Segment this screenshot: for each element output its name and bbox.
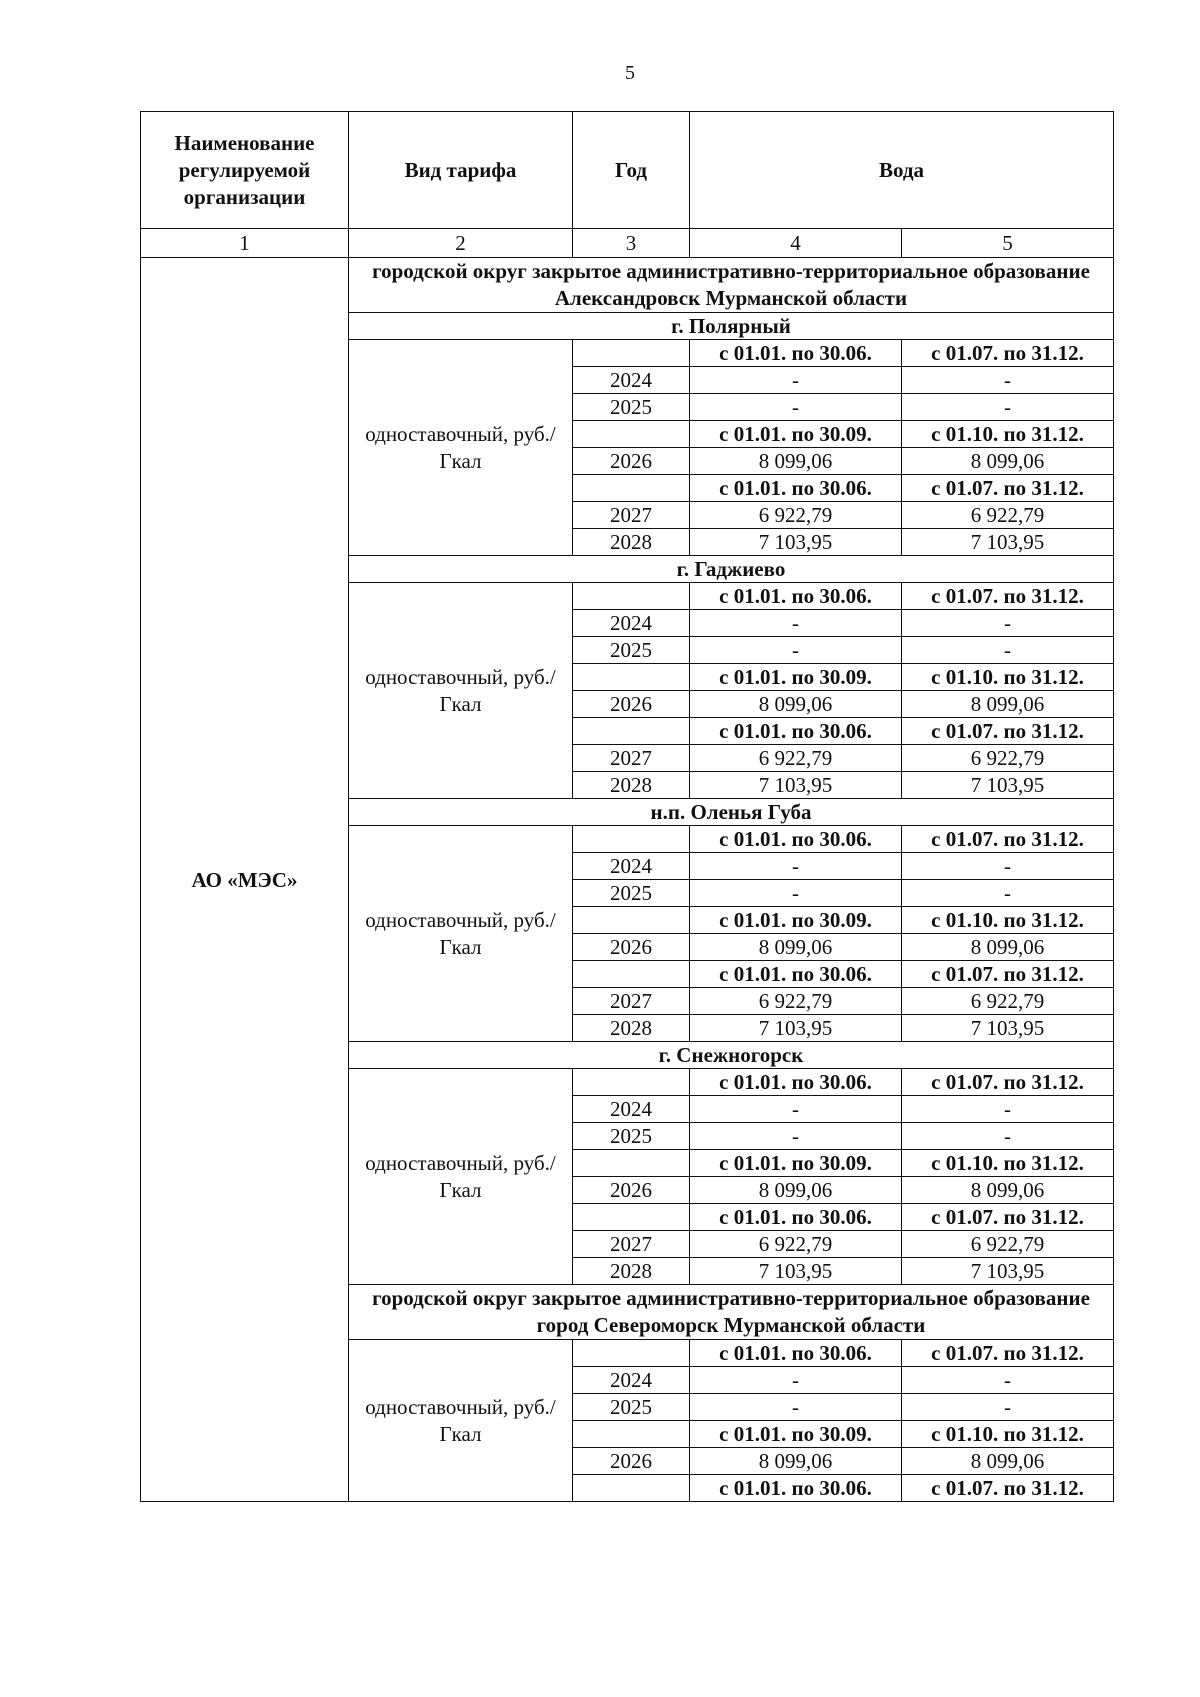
period-header: с 01.07. по 31.12.	[902, 340, 1114, 367]
header-year: Год	[573, 112, 690, 229]
year-cell-empty	[573, 340, 690, 367]
value-cell: -	[690, 853, 902, 880]
location-name: н.п. Оленья Губа	[349, 799, 1114, 826]
period-header: с 01.01. по 30.06.	[690, 1340, 902, 1367]
year-cell: 2027	[573, 745, 690, 772]
value-cell: 8 099,06	[902, 1448, 1114, 1475]
year-cell: 2025	[573, 394, 690, 421]
column-number: 5	[902, 229, 1114, 258]
value-cell: 6 922,79	[690, 988, 902, 1015]
period-header: с 01.10. по 31.12.	[902, 664, 1114, 691]
header-water: Вода	[690, 112, 1114, 229]
year-cell: 2026	[573, 1177, 690, 1204]
value-cell: 7 103,95	[690, 772, 902, 799]
value-cell: -	[690, 1394, 902, 1421]
tariff-type-cell: одноставочный, руб./Гкал	[349, 826, 573, 1042]
header-tariff-type: Вид тарифа	[349, 112, 573, 229]
value-cell: 8 099,06	[690, 691, 902, 718]
period-header: с 01.07. по 31.12.	[902, 583, 1114, 610]
page-number: 5	[625, 62, 635, 84]
year-cell: 2024	[573, 1096, 690, 1123]
period-header: с 01.10. по 31.12.	[902, 907, 1114, 934]
value-cell: 8 099,06	[902, 1177, 1114, 1204]
column-number: 2	[349, 229, 573, 258]
year-cell: 2028	[573, 772, 690, 799]
tariff-type-cell: одноставочный, руб./Гкал	[349, 340, 573, 556]
year-cell-empty	[573, 1475, 690, 1502]
period-header: с 01.01. по 30.06.	[690, 961, 902, 988]
year-cell-empty	[573, 1340, 690, 1367]
value-cell: -	[902, 1367, 1114, 1394]
period-header: с 01.07. по 31.12.	[902, 1069, 1114, 1096]
year-cell-empty	[573, 907, 690, 934]
value-cell: -	[902, 880, 1114, 907]
year-cell: 2025	[573, 637, 690, 664]
location-name: г. Снежногорск	[349, 1042, 1114, 1069]
year-cell: 2024	[573, 367, 690, 394]
tariff-type-cell: одноставочный, руб./Гкал	[349, 1069, 573, 1285]
value-cell: -	[902, 394, 1114, 421]
period-header: с 01.01. по 30.09.	[690, 907, 902, 934]
location-name: г. Полярный	[349, 313, 1114, 340]
year-cell: 2028	[573, 1015, 690, 1042]
tariff-table	[140, 111, 1114, 1502]
period-header: с 01.01. по 30.06.	[690, 718, 902, 745]
year-cell: 2026	[573, 448, 690, 475]
value-cell: 8 099,06	[690, 934, 902, 961]
value-cell: 8 099,06	[690, 1177, 902, 1204]
year-cell-empty	[573, 1150, 690, 1177]
column-number: 3	[573, 229, 690, 258]
year-cell-empty	[573, 583, 690, 610]
year-cell: 2028	[573, 529, 690, 556]
period-header: с 01.01. по 30.06.	[690, 583, 902, 610]
value-cell: -	[902, 1123, 1114, 1150]
value-cell: 8 099,06	[690, 448, 902, 475]
area-title: городской округ закрытое административно-территориальное образование город Североморск Мурманской области	[349, 1285, 1114, 1340]
column-number: 4	[690, 229, 902, 258]
value-cell: 6 922,79	[902, 502, 1114, 529]
value-cell: 8 099,06	[902, 934, 1114, 961]
year-cell-empty	[573, 664, 690, 691]
period-header: с 01.07. по 31.12.	[902, 718, 1114, 745]
period-header: с 01.07. по 31.12.	[902, 1475, 1114, 1502]
period-header: с 01.01. по 30.06.	[690, 1204, 902, 1231]
period-header: с 01.01. по 30.06.	[690, 1475, 902, 1502]
period-header: с 01.01. по 30.06.	[690, 1069, 902, 1096]
value-cell: 8 099,06	[690, 1448, 902, 1475]
value-cell: 6 922,79	[690, 1231, 902, 1258]
period-header: с 01.07. по 31.12.	[902, 826, 1114, 853]
value-cell: -	[690, 637, 902, 664]
year-cell-empty	[573, 826, 690, 853]
header-org: Наименование регулируемой организации	[141, 112, 349, 229]
value-cell: -	[690, 367, 902, 394]
year-cell-empty	[573, 1204, 690, 1231]
year-cell-empty	[573, 421, 690, 448]
value-cell: -	[690, 1123, 902, 1150]
year-cell-empty	[573, 1069, 690, 1096]
year-cell-empty	[573, 961, 690, 988]
value-cell: -	[690, 1367, 902, 1394]
period-header: с 01.07. по 31.12.	[902, 1340, 1114, 1367]
period-header: с 01.07. по 31.12.	[902, 1204, 1114, 1231]
value-cell: -	[690, 610, 902, 637]
area-title: городской округ закрытое административно-территориальное образование Александровск Мурманской области	[349, 258, 1114, 313]
year-cell: 2027	[573, 1231, 690, 1258]
tariff-type-cell: одноставочный, руб./Гкал	[349, 1340, 573, 1502]
value-cell: 7 103,95	[902, 1015, 1114, 1042]
year-cell: 2027	[573, 502, 690, 529]
year-cell-empty	[573, 718, 690, 745]
period-header: с 01.01. по 30.09.	[690, 421, 902, 448]
year-cell: 2028	[573, 1258, 690, 1285]
year-cell: 2025	[573, 1394, 690, 1421]
period-header: с 01.07. по 31.12.	[902, 475, 1114, 502]
year-cell: 2025	[573, 1123, 690, 1150]
organization-cell: АО «МЭС»	[141, 258, 349, 1502]
year-cell: 2026	[573, 1448, 690, 1475]
year-cell: 2026	[573, 934, 690, 961]
year-cell: 2024	[573, 853, 690, 880]
column-number: 1	[141, 229, 349, 258]
year-cell: 2025	[573, 880, 690, 907]
value-cell: 6 922,79	[690, 745, 902, 772]
value-cell: 6 922,79	[902, 1231, 1114, 1258]
year-cell: 2024	[573, 1367, 690, 1394]
value-cell: -	[902, 610, 1114, 637]
period-header: с 01.01. по 30.09.	[690, 1150, 902, 1177]
value-cell: -	[902, 367, 1114, 394]
period-header: с 01.10. по 31.12.	[902, 1150, 1114, 1177]
period-header: с 01.10. по 31.12.	[902, 1421, 1114, 1448]
year-cell: 2026	[573, 691, 690, 718]
tariff-type-cell: одноставочный, руб./Гкал	[349, 583, 573, 799]
value-cell: -	[902, 1394, 1114, 1421]
period-header: с 01.10. по 31.12.	[902, 421, 1114, 448]
value-cell: 6 922,79	[690, 502, 902, 529]
value-cell: 7 103,95	[902, 1258, 1114, 1285]
value-cell: -	[902, 853, 1114, 880]
period-header: с 01.01. по 30.06.	[690, 340, 902, 367]
period-header: с 01.07. по 31.12.	[902, 961, 1114, 988]
period-header: с 01.01. по 30.06.	[690, 475, 902, 502]
value-cell: 8 099,06	[902, 691, 1114, 718]
value-cell: -	[690, 394, 902, 421]
value-cell: 6 922,79	[902, 745, 1114, 772]
period-header: с 01.01. по 30.09.	[690, 664, 902, 691]
year-cell-empty	[573, 1421, 690, 1448]
value-cell: -	[690, 880, 902, 907]
location-name: г. Гаджиево	[349, 556, 1114, 583]
value-cell: 7 103,95	[902, 772, 1114, 799]
year-cell-empty	[573, 475, 690, 502]
period-header: с 01.01. по 30.09.	[690, 1421, 902, 1448]
value-cell: 7 103,95	[902, 529, 1114, 556]
value-cell: -	[902, 1096, 1114, 1123]
year-cell: 2027	[573, 988, 690, 1015]
column-number-row	[141, 229, 1114, 258]
year-cell: 2024	[573, 610, 690, 637]
value-cell: 7 103,95	[690, 529, 902, 556]
header-row	[141, 112, 1114, 229]
value-cell: 7 103,95	[690, 1258, 902, 1285]
value-cell: 6 922,79	[902, 988, 1114, 1015]
value-cell: -	[902, 637, 1114, 664]
value-cell: 8 099,06	[902, 448, 1114, 475]
value-cell: 7 103,95	[690, 1015, 902, 1042]
value-cell: -	[690, 1096, 902, 1123]
period-header: с 01.01. по 30.06.	[690, 826, 902, 853]
